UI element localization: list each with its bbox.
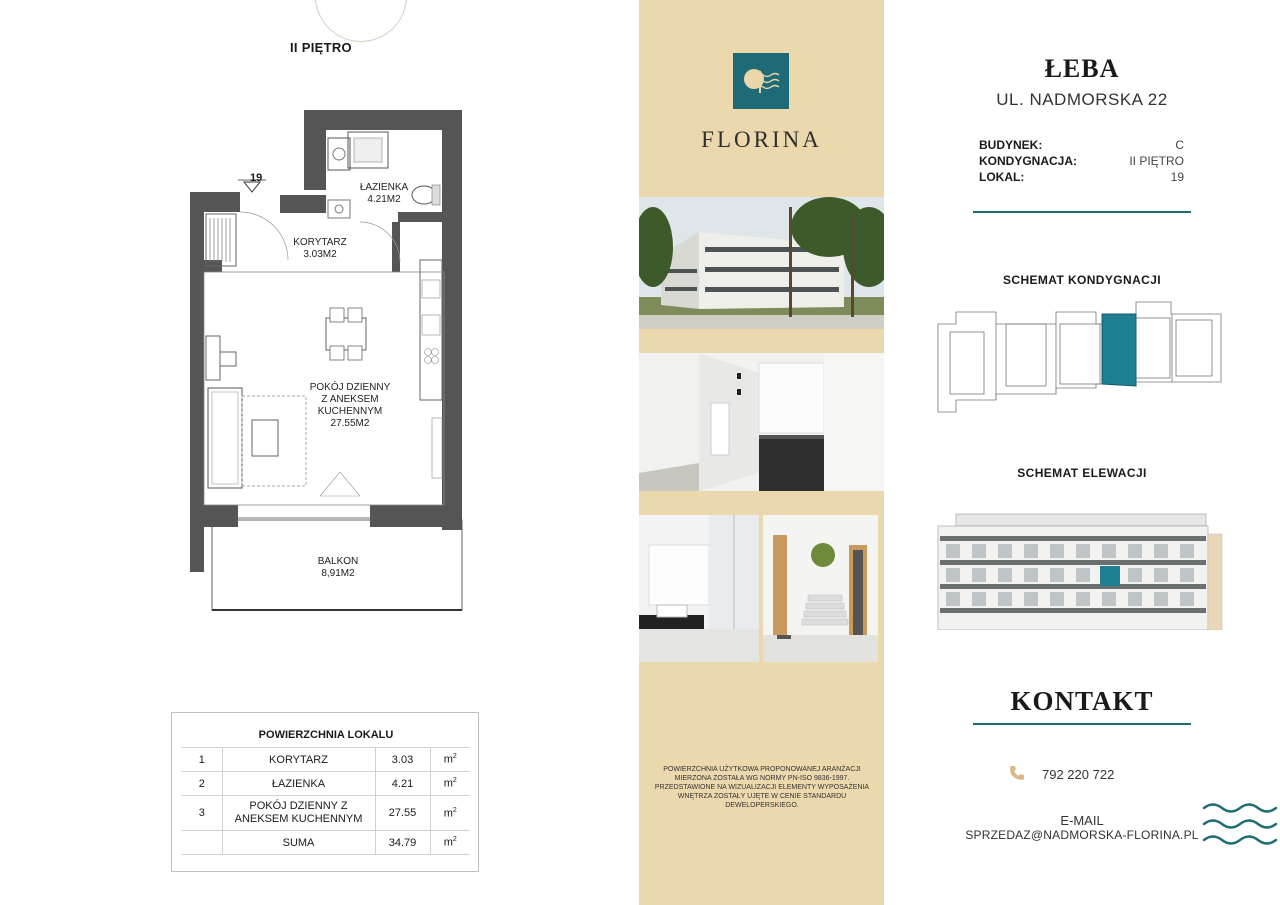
lokal-label: LOKAL: bbox=[979, 170, 1025, 184]
row-name: KORYTARZ bbox=[222, 748, 375, 772]
bathroom-photo bbox=[639, 515, 759, 662]
waves-decoration-icon bbox=[1200, 800, 1280, 848]
info-panel bbox=[884, 0, 1280, 905]
row-name: ŁAZIENKA bbox=[222, 772, 375, 796]
kondygnacja-value: II PIĘTRO bbox=[1129, 154, 1184, 168]
kontakt-divider bbox=[973, 723, 1191, 725]
building-exterior-photo bbox=[639, 197, 884, 329]
row-value: 27.55 bbox=[375, 796, 430, 831]
row-number: 1 bbox=[182, 748, 222, 772]
room-name-lazienka: ŁAZIENKA bbox=[359, 182, 409, 193]
sum-unit: $m^2$ bbox=[430, 831, 470, 855]
city-name: ŁEBA bbox=[1044, 54, 1120, 83]
lokal-value: 19 bbox=[1170, 170, 1184, 184]
row-unit: $m^2$ bbox=[430, 748, 470, 772]
apartment-plan bbox=[180, 100, 480, 620]
table-row bbox=[182, 748, 470, 772]
row-number: 3 bbox=[182, 796, 222, 831]
table-row bbox=[182, 796, 470, 831]
budynek-value: C bbox=[1175, 138, 1184, 152]
room-name-pokoj-2: Z ANEKSEM bbox=[321, 394, 379, 405]
elevation-schematic bbox=[936, 500, 1226, 630]
brand-name: FLORINA bbox=[701, 127, 822, 152]
room-name-pokoj-3: KUCHENNYM bbox=[317, 406, 383, 417]
table-row-sum bbox=[182, 831, 470, 855]
row-value: 4.21 bbox=[375, 772, 430, 796]
row-unit: $m^2$ bbox=[430, 772, 470, 796]
disclaimer-note: POWIERZCHNIA UŻYTKOWA PROPONOWANEJ ARANŻACJI MIERZONA ZOSTAŁA WG NORMY PN-ISO 9836-1997. PRZEDSTAWIONE NA WIZUALIZACJI ELEMENTY WYPOSAŻENIA WNĘTRZA ZOSTAŁY UJĘTE W CENIE STANDARDU DEWELOPERSKIEGO. bbox=[654, 766, 870, 809]
room-name-pokoj-1: POKÓJ DZIENNY bbox=[309, 382, 391, 393]
row-name: POKÓJ DZIENNY Z ANEKSEM KUCHENNYM bbox=[222, 796, 375, 831]
room-name-korytarz: KORYTARZ bbox=[293, 237, 347, 248]
room-area-balkon: 8,91M2 bbox=[321, 568, 355, 579]
room-area-korytarz: 3.03M2 bbox=[303, 249, 337, 260]
info-lokal bbox=[979, 169, 1184, 185]
room-name-balkon: BALKON bbox=[317, 556, 359, 567]
lokal-marker: 19 bbox=[250, 172, 263, 184]
street-address: UL. NADMORSKA 22 bbox=[996, 90, 1168, 109]
room-label-pokoj bbox=[290, 382, 410, 430]
plan-drawing bbox=[180, 100, 480, 620]
email-label: E-MAIL bbox=[1060, 813, 1104, 828]
schemat-elewacji-title: SCHEMAT ELEWACJI bbox=[1017, 466, 1147, 480]
divider-line bbox=[973, 211, 1191, 213]
email-address[interactable]: SPRZEDAZ@NADMORSKA-FLORINA.PL bbox=[965, 828, 1199, 842]
florina-logo-icon bbox=[733, 53, 789, 109]
brand-strip bbox=[639, 0, 884, 905]
kitchen-interior-photo bbox=[639, 353, 884, 491]
room-label-lazienka bbox=[348, 182, 420, 206]
wave-lines-icon bbox=[733, 53, 789, 109]
floor-label: II PIĘTRO bbox=[290, 40, 352, 55]
table-row bbox=[182, 772, 470, 796]
info-budynek bbox=[979, 137, 1184, 153]
area-table bbox=[182, 725, 470, 855]
room-label-korytarz bbox=[280, 237, 360, 261]
room-area-pokoj: 27.55M2 bbox=[330, 418, 370, 429]
phone-number[interactable]: 792 220 722 bbox=[1042, 767, 1115, 782]
row-number: 2 bbox=[182, 772, 222, 796]
kontakt-title: KONTAKT bbox=[1010, 686, 1154, 716]
sum-label: SUMA bbox=[222, 831, 375, 855]
room-area-lazienka: 4.21M2 bbox=[367, 194, 401, 205]
floor-schematic bbox=[936, 294, 1226, 419]
phone-icon bbox=[1009, 765, 1025, 781]
area-table-title: POWIERZCHNIA LOKALU bbox=[182, 725, 470, 748]
info-kondygnacja bbox=[979, 153, 1184, 169]
row-value: 3.03 bbox=[375, 748, 430, 772]
row-unit: $m^2$ bbox=[430, 796, 470, 831]
stairwell-photo bbox=[763, 515, 878, 662]
decorative-arc bbox=[315, 0, 407, 42]
budynek-label: BUDYNEK: bbox=[979, 138, 1043, 152]
area-table-box bbox=[171, 712, 479, 872]
room-label-balkon bbox=[298, 556, 378, 580]
kondygnacja-label: KONDYGNACJA: bbox=[979, 154, 1078, 168]
schemat-kondygnacji-title: SCHEMAT KONDYGNACJI bbox=[1002, 273, 1162, 287]
sum-value: 34.79 bbox=[375, 831, 430, 855]
